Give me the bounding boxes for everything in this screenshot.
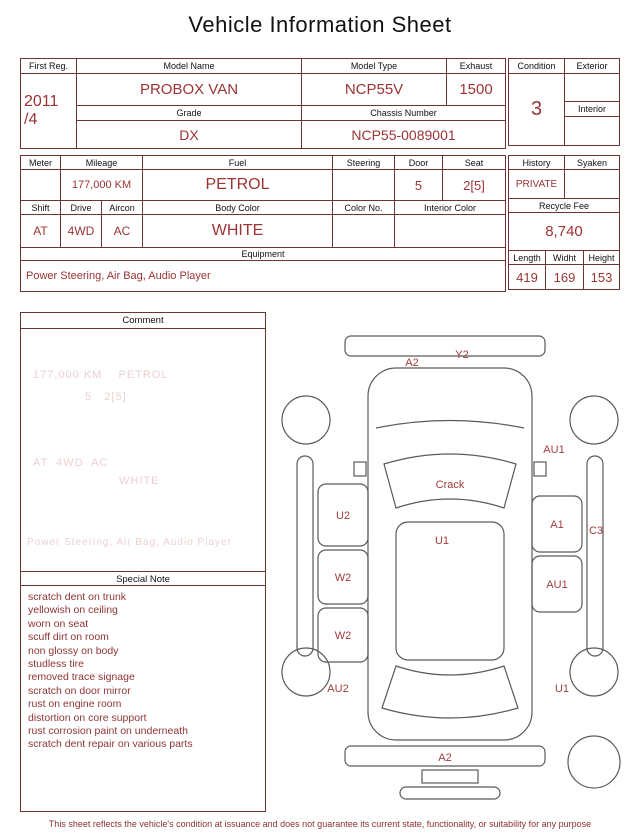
- special-note-item: removed trace signage: [28, 671, 135, 684]
- special-note-item: rust corrosion paint on underneath: [28, 725, 188, 738]
- damage-label-au1-rear: AU1: [546, 579, 568, 591]
- damage-label-u1-roof: U1: [434, 535, 450, 547]
- first-reg-year: 2011: [24, 93, 59, 111]
- damage-label-w2-lower: W2: [334, 630, 352, 642]
- value-interior-color: [395, 215, 506, 248]
- comment-header: Comment: [21, 313, 265, 329]
- label-chassis-number: Chassis Number: [302, 106, 506, 121]
- hood-line: [376, 421, 524, 429]
- label-exhaust: Exhaust: [447, 59, 506, 74]
- damage-label-y2: Y2: [455, 349, 469, 361]
- value-interior: [565, 117, 620, 146]
- disclaimer-text: This sheet reflects the vehicle's condition at issuance and does not guarantee its current state, functionality, or suitability for any purpose: [48, 819, 592, 829]
- page-title: Vehicle Information Sheet: [188, 12, 452, 37]
- value-shift: AT: [21, 215, 61, 248]
- right-mirror-shape: [534, 462, 546, 476]
- value-equipment: Power Steering, Air Bag, Audio Player: [21, 261, 506, 292]
- ghost-text: 5 2[5]: [85, 391, 127, 403]
- value-history: PRIVATE: [509, 170, 565, 199]
- label-exterior: Exterior: [565, 59, 620, 74]
- label-seat: Seat: [443, 156, 506, 170]
- right-sill-shape: [587, 456, 603, 656]
- damage-label-u2: U2: [335, 510, 351, 522]
- comment-body: [21, 329, 265, 571]
- damage-label-w2-upper: W2: [334, 572, 352, 584]
- left-sill-shape: [297, 456, 313, 656]
- first-reg-month: /4: [24, 111, 38, 128]
- value-length: 419: [509, 265, 546, 290]
- ghost-text: Power Steering, Air Bag, Audio Player: [27, 537, 232, 548]
- history-table: [508, 155, 620, 290]
- label-history: History: [509, 156, 565, 170]
- value-model-name: PROBOX VAN: [77, 74, 302, 106]
- value-meter: [21, 170, 61, 201]
- special-note-item: studless tire: [28, 658, 85, 671]
- damage-label-a2-rear: A2: [438, 752, 452, 764]
- value-chassis-number: NCP55-0089001: [302, 121, 506, 149]
- damage-label-u1-rear: U1: [554, 683, 570, 695]
- registration-table: [20, 58, 506, 149]
- roof-shape: [396, 522, 504, 660]
- spare-wheel: [568, 736, 620, 788]
- value-aircon: AC: [102, 215, 143, 248]
- car-body-outline: [368, 368, 532, 740]
- value-mileage: 177,000 KM: [61, 170, 143, 201]
- special-note-item: rust on engine room: [28, 698, 122, 711]
- label-meter: Meter: [21, 156, 61, 170]
- label-model-type: Model Type: [302, 59, 447, 74]
- value-width: 169: [546, 265, 584, 290]
- label-shift: Shift: [21, 201, 61, 215]
- value-exhaust: 1500: [447, 74, 506, 106]
- label-interior-color: Interior Color: [395, 201, 506, 215]
- damage-label-crack: Crack: [435, 479, 465, 491]
- front-left-wheel: [282, 396, 330, 444]
- value-grade: DX: [77, 121, 302, 149]
- rear-lower-bar-shape: [400, 787, 500, 799]
- label-door: Door: [395, 156, 443, 170]
- label-condition: Condition: [509, 59, 565, 74]
- label-fuel: Fuel: [143, 156, 333, 170]
- label-model-name: Model Name: [77, 59, 302, 74]
- front-bumper-shape: [345, 336, 545, 356]
- ghost-text: WHITE: [119, 475, 160, 487]
- label-mileage: Mileage: [61, 156, 143, 170]
- label-length: Length: [509, 251, 546, 265]
- value-syaken: [565, 170, 620, 199]
- value-condition: 3: [509, 74, 565, 146]
- value-first-reg: [21, 74, 77, 149]
- value-seat: 2[5]: [443, 170, 506, 201]
- label-recycle-fee: Recycle Fee: [509, 199, 620, 213]
- label-drive: Drive: [61, 201, 102, 215]
- special-note-item: scratch dent repair on various parts: [28, 738, 193, 751]
- value-body-color: WHITE: [143, 215, 333, 248]
- damage-label-au1-front: AU1: [543, 444, 565, 456]
- damage-label-a1: A1: [550, 519, 564, 531]
- spec-table: [20, 155, 506, 292]
- special-note-item: scratch dent on trunk: [28, 591, 127, 603]
- left-mirror-shape: [354, 462, 366, 476]
- label-color-no: Color No.: [333, 201, 395, 215]
- ghost-text: 177,000 KM PETROL: [33, 369, 169, 381]
- special-note-item: yellowish on ceiling: [28, 604, 118, 617]
- special-note-item: distortion on core support: [28, 711, 147, 724]
- label-steering: Steering: [333, 156, 395, 170]
- special-note-item: scratch on door mirror: [28, 684, 131, 697]
- special-note-item: non glossy on body: [28, 644, 119, 657]
- ghost-text: AT 4WD AC: [33, 457, 109, 469]
- value-model-type: NCP55V: [302, 74, 447, 106]
- special-note-item: worn on seat: [28, 617, 89, 630]
- damage-label-a2-front: A2: [405, 357, 419, 369]
- label-aircon: Aircon: [102, 201, 143, 215]
- label-syaken: Syaken: [565, 156, 620, 170]
- front-right-wheel: [570, 396, 618, 444]
- comment-panel: [20, 312, 266, 812]
- special-note-item: scuff dirt on room: [28, 631, 109, 644]
- value-exterior: [565, 74, 620, 102]
- value-color-no: [333, 215, 395, 248]
- label-first-reg: First Reg.: [21, 59, 77, 74]
- vehicle-damage-diagram: [272, 316, 628, 812]
- special-note-header: Special Note: [21, 571, 265, 586]
- value-drive: 4WD: [61, 215, 102, 248]
- rear-right-wheel: [570, 648, 618, 696]
- value-fuel: PETROL: [143, 170, 333, 201]
- label-width: Widht: [546, 251, 584, 265]
- label-body-color: Body Color: [143, 201, 333, 215]
- value-door: 5: [395, 170, 443, 201]
- rear-plate-shape: [422, 770, 478, 783]
- value-steering: [333, 170, 395, 201]
- label-height: Height: [584, 251, 620, 265]
- label-equipment: Equipment: [21, 248, 506, 261]
- rear-window-shape: [382, 666, 518, 718]
- label-grade: Grade: [77, 106, 302, 121]
- label-interior: Interior: [565, 102, 620, 117]
- value-height: 153: [584, 265, 620, 290]
- special-note-list: [21, 586, 265, 757]
- damage-label-c3: C3: [588, 525, 604, 537]
- damage-label-au2: AU2: [327, 683, 349, 695]
- value-recycle-fee: 8,740: [509, 213, 620, 251]
- rear-left-wheel: [282, 648, 330, 696]
- condition-table: [508, 58, 620, 146]
